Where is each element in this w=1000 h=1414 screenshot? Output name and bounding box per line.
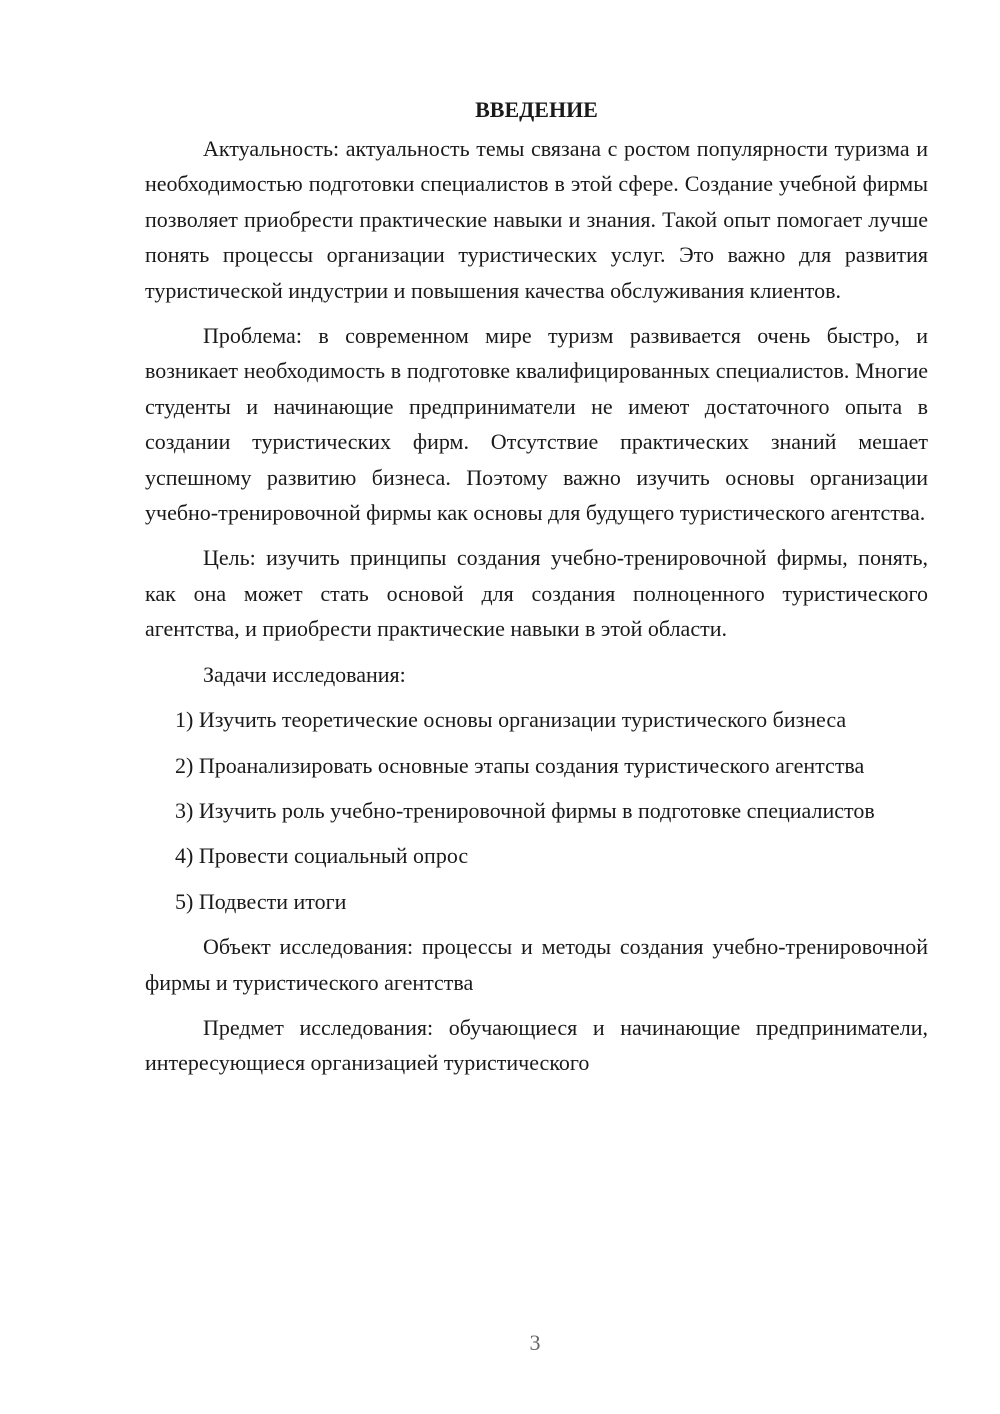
document-page	[145, 92, 928, 1091]
problem-paragraph: Проблема: в современном мире туризм развивается очень быстро, и возникает необходимость в подготовке квалифицированных специалистов. Многие студенты и начинающие предприниматели не имеют достаточного опыта в создании туристических фирм. Отсутствие практических знаний мешает успешному развитию бизнеса. Поэтому важно изучить основы организации учебно-тренировочной фирмы как основы для будущего туристического агентства.	[145, 323, 928, 526]
page-number: 3	[529, 1330, 541, 1355]
relevance-paragraph: Актуальность: актуальность темы связана с ростом популярности туризма и необходимостью подготовки специалистов в этой сфере. Создание учебной фирмы позволяет приобрести практические навыки и знания. Такой опыт помогает лучше понять процессы организации туристических услуг. Это важно для развития туристической индустрии и повышения качества обслуживания клиентов.	[145, 136, 928, 303]
tasks-heading: Задачи исследования:	[203, 661, 406, 687]
task-item: 5) Подвести итоги	[175, 888, 347, 914]
task-item: 1) Изучить теоретические основы организации туристического бизнеса	[175, 707, 847, 733]
subject-paragraph: Предмет исследования: обучающиеся и начинающие предприниматели, интересующиеся организацией туристического	[145, 1014, 928, 1076]
goal-paragraph: Цель: изучить принципы создания учебно-тренировочной фирмы, понять, как она может стать основой для создания полноценного туристического агентства, и приобрести практические навыки в этой области.	[145, 545, 928, 642]
task-item: 3) Изучить роль учебно-тренировочной фирмы в подготовке специалистов	[175, 797, 875, 823]
task-item: 4) Провести социальный опрос	[175, 843, 469, 869]
task-item: 2) Проанализировать основные этапы создания туристического агентства	[175, 752, 865, 778]
object-paragraph: Объект исследования: процессы и методы создания учебно-тренировочной фирмы и туристического агентства	[145, 934, 928, 995]
page-title: ВВЕДЕНИЕ	[475, 97, 598, 122]
